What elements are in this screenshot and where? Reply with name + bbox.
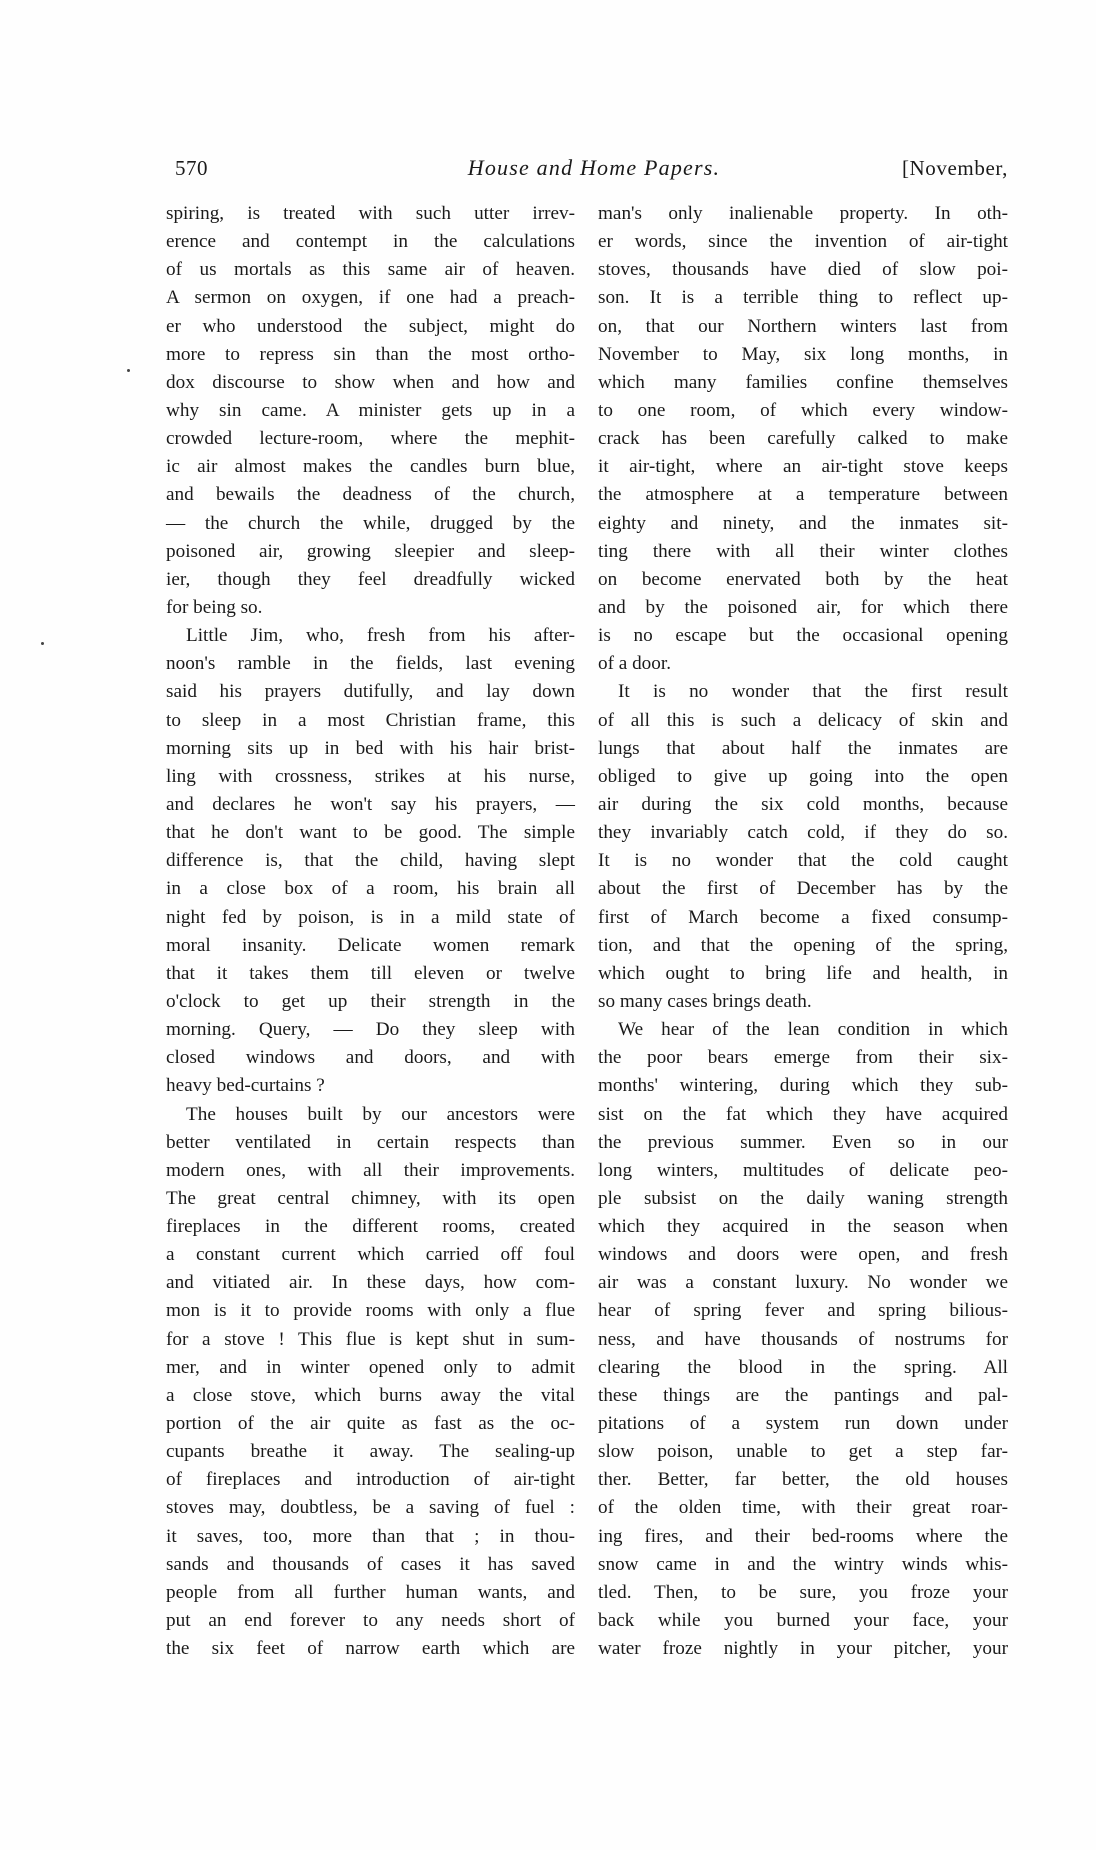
text-line: and vitiated air. In these days, how com- <box>166 1272 575 1294</box>
text-line: for being so. <box>166 596 263 618</box>
text-line: er words, since the invention of air-tight <box>598 231 1008 253</box>
text-line: November to May, six long months, in <box>598 343 1008 365</box>
paragraph-first-line: It is no wonder that the first result <box>618 681 1008 703</box>
text-line: long winters, multitudes of delicate peo- <box>598 1159 1008 1181</box>
text-line: that he don't want to be good. The simple <box>166 822 575 844</box>
text-line: clearing the blood in the spring. All <box>598 1356 1008 1378</box>
text-line: and bewails the deadness of the church, <box>166 484 575 506</box>
text-line: eighty and ninety, and the inmates sit- <box>598 512 1008 534</box>
text-line: which ought to bring life and health, in <box>598 962 1008 984</box>
text-line: noon's ramble in the fields, last evening <box>166 653 575 675</box>
text-line: ther. Better, far better, the old houses <box>598 1469 1008 1491</box>
text-line: to one room, of which every window- <box>598 399 1008 421</box>
text-line: which they acquired in the season when <box>598 1216 1008 1238</box>
text-line: — the church the while, drugged by the <box>166 512 575 534</box>
text-line: stoves, thousands have died of slow poi- <box>598 259 1008 281</box>
text-line: spiring, is treated with such utter irrev- <box>166 203 575 224</box>
text-line: night fed by poison, is in a mild state of <box>166 906 575 928</box>
text-line: ier, though they feel dreadfully wicked <box>166 568 575 590</box>
text-line: the atmosphere at a temperature between <box>598 484 1008 506</box>
text-line: said his prayers dutifully, and lay down <box>166 681 575 703</box>
text-line: ic air almost makes the candles burn blue, <box>166 456 575 478</box>
text-line: lungs that about half the inmates are <box>598 737 1008 759</box>
text-line: poisoned air, growing sleepier and sleep- <box>166 540 575 562</box>
text-line: better ventilated in certain respects than <box>166 1131 575 1153</box>
text-line: to sleep in a most Christian frame, this <box>166 709 575 731</box>
text-line: The great central chimney, with its open <box>166 1187 575 1209</box>
text-line: fireplaces in the different rooms, created <box>166 1216 575 1238</box>
scan-speck <box>127 369 130 372</box>
text-line: a constant current which carried off foul <box>166 1244 575 1266</box>
text-line: air was a constant luxury. No wonder we <box>598 1272 1008 1294</box>
text-line: which many families confine themselves <box>598 371 1008 393</box>
text-line: a close stove, which burns away the vital <box>166 1384 575 1406</box>
text-line: and declares he won't say his prayers, — <box>166 793 575 815</box>
text-line: the previous summer. Even so in our <box>598 1131 1008 1153</box>
text-line: of the olden time, with their great roar- <box>598 1497 1008 1519</box>
text-line: hear of spring fever and spring bilious- <box>598 1300 1008 1322</box>
text-line: cupants breathe it away. The sealing-up <box>166 1441 575 1463</box>
paragraph-first-line: Little Jim, who, fresh from his after- <box>186 625 575 647</box>
text-line: it air-tight, where an air-tight stove keeps <box>598 456 1008 478</box>
text-line: tled. Then, to be sure, you froze your <box>598 1581 1008 1603</box>
text-line: on become enervated both by the heat <box>598 568 1008 590</box>
paragraph-first-line: The houses built by our ancestors were <box>186 1103 575 1125</box>
text-line: more to repress sin than the most ortho- <box>166 343 575 365</box>
text-line: moral insanity. Delicate women remark <box>166 934 575 956</box>
text-line: is no escape but the occasional opening <box>598 625 1008 647</box>
scan-speck <box>41 642 44 645</box>
text-line: they invariably catch cold, if they do so. <box>598 822 1008 844</box>
text-line: ing fires, and their bed-rooms where the <box>598 1525 1008 1547</box>
text-line: ness, and have thousands of nostrums for <box>598 1328 1008 1350</box>
text-line: these things are the pantings and pal- <box>598 1384 1008 1406</box>
text-line: of us mortals as this same air of heaven. <box>166 259 575 281</box>
text-line: crowded lecture-room, where the mephit- <box>166 428 575 450</box>
text-line: of a door. <box>598 653 672 675</box>
page-number: 570 <box>175 156 208 180</box>
text-line: ple subsist on the daily waning strength <box>598 1187 1008 1209</box>
text-line: people from all further human wants, and <box>166 1581 575 1603</box>
text-line: modern ones, with all their improvements. <box>166 1159 575 1181</box>
text-line: tion, and that the opening of the spring, <box>598 934 1008 956</box>
text-line: portion of the air quite as fast as the oc- <box>166 1413 575 1435</box>
text-line: son. It is a terrible thing to reflect up- <box>598 287 1008 309</box>
text-line: the six feet of narrow earth which are <box>166 1638 575 1660</box>
text-line: slow poison, unable to get a step far- <box>598 1441 1008 1463</box>
text-line: first of March become a fixed consump- <box>598 906 1008 928</box>
text-line: sist on the fat which they have acquired <box>598 1103 1008 1125</box>
text-line: and by the poisoned air, for which there <box>598 596 1008 618</box>
text-line: morning sits up in bed with his hair brist- <box>166 737 575 759</box>
text-line: stoves may, doubtless, be a saving of fuel : <box>166 1497 575 1519</box>
text-line: sands and thousands of cases it has saved <box>166 1553 575 1575</box>
text-line: months' wintering, during which they sub- <box>598 1075 1008 1097</box>
text-line: snow came in and the wintry winds whis- <box>598 1553 1008 1575</box>
text-line: so many cases brings death. <box>598 990 812 1012</box>
text-line: mon is it to provide rooms with only a flue <box>166 1300 575 1322</box>
text-line: it saves, too, more than that ; in thou- <box>166 1525 575 1547</box>
paragraph-first-line: We hear of the lean condition in which <box>618 1019 1008 1041</box>
text-line: of all this is such a delicacy of skin and <box>598 709 1008 731</box>
text-line: crack has been carefully calked to make <box>598 428 1008 450</box>
text-line: the poor bears emerge from their six- <box>598 1047 1008 1069</box>
text-line: water froze nightly in your pitcher, your <box>598 1638 1008 1660</box>
text-line: about the first of December has by the <box>598 878 1008 900</box>
text-line: obliged to give up going into the open <box>598 765 1008 787</box>
text-line: that it takes them till eleven or twelve <box>166 962 575 984</box>
text-line: closed windows and doors, and with <box>166 1047 575 1069</box>
text-line: why sin came. A minister gets up in a <box>166 399 575 421</box>
text-line: heavy bed-curtains ? <box>166 1075 325 1097</box>
text-line: mer, and in winter opened only to admit <box>166 1356 575 1378</box>
text-line: er who understood the subject, might do <box>166 315 575 337</box>
running-title: House and Home Papers. <box>467 155 721 180</box>
text-line: in a close box of a room, his brain all <box>166 878 575 900</box>
right-column <box>598 200 1008 1663</box>
running-head <box>166 152 1008 184</box>
text-line: back while you burned your face, your <box>598 1610 1008 1632</box>
text-line: morning. Query, — Do they sleep with <box>166 1019 575 1041</box>
text-line: windows and doors were open, and fresh <box>598 1244 1008 1266</box>
text-line: man's only inalienable property. In oth- <box>598 203 1008 224</box>
text-line: difference is, that the child, having slept <box>166 850 575 872</box>
text-line: on, that our Northern winters last from <box>598 315 1008 337</box>
text-line: put an end forever to any needs short of <box>166 1610 575 1632</box>
text-line: of fireplaces and introduction of air-tight <box>166 1469 575 1491</box>
text-line: A sermon on oxygen, if one had a preach- <box>166 287 575 309</box>
text-line: ling with crossness, strikes at his nurse, <box>166 765 575 787</box>
text-line: for a stove ! This flue is kept shut in sum- <box>166 1328 575 1350</box>
text-line: It is no wonder that the cold caught <box>598 850 1008 872</box>
text-line: pitations of a system run down under <box>598 1413 1008 1435</box>
left-column <box>166 200 575 1663</box>
text-line: air during the six cold months, because <box>598 793 1008 815</box>
text-line: erence and contempt in the calculations <box>166 231 575 253</box>
text-line: ting there with all their winter clothes <box>598 540 1008 562</box>
text-line: dox discourse to show when and how and <box>166 371 575 393</box>
text-line: o'clock to get up their strength in the <box>166 990 575 1012</box>
running-date: [November, <box>901 156 1008 180</box>
